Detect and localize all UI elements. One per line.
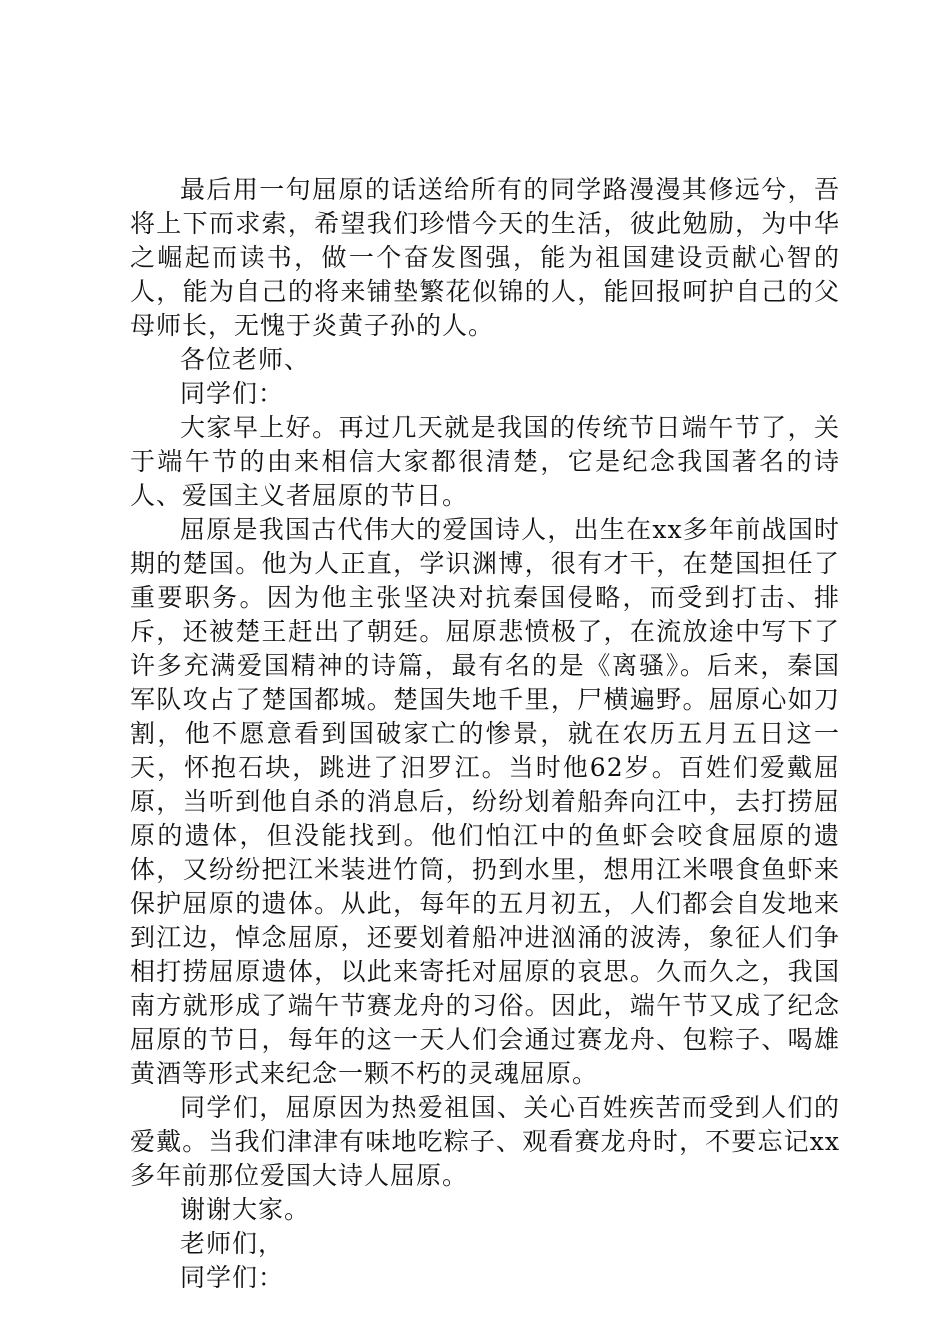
salutation-students-2: 同学们： xyxy=(180,1263,285,1292)
paragraph-greeting: 大家早上好。再过几天就是我国的传统节日端午节了，关于端午节的由来相信大家都很清楚，它是纪念我国著名的诗人、爱国主义者屈原的节日。 xyxy=(130,413,840,510)
salutation-teachers-2: 老师们， xyxy=(180,1229,285,1258)
paragraph-conclusion: 同学们，屈原因为热爱祖国、关心百姓疾苦而受到人们的爱戴。当我们津津有味地吃粽子、观看赛龙舟时，不要忘记xx多年前那位爱国大诗人屈原。 xyxy=(130,1093,840,1190)
salutation-students: 同学们： xyxy=(180,379,285,408)
paragraph-thanks: 谢谢大家。 xyxy=(180,1195,311,1224)
document-body xyxy=(130,173,840,1295)
paragraph-qu-yuan-story: 屈原是我国古代伟大的爱国诗人，出生在xx多年前战国时期的楚国。他为人正直，学识渊博，很有才干，在楚国担任了重要职务。因为他主张坚决对抗秦国侵略，而受到打击、排斥，还被楚王赶出了朝廷。屈原悲愤极了，在流放途中写下了许多充满爱国精神的诗篇，最有名的是《离骚》。后来，秦国军队攻占了楚国都城。楚国失地千里，尸横遍野。屈原心如刀割，他不愿意看到国破家亡的惨景，就在农历五月五日这一天，怀抱石块，跳进了汨罗江。当时他62岁。百姓们爱戴屈原，当听到他自杀的消息后，纷纷划着船奔向江中，去打捞屈原的遗体，但没能找到。他们怕江中的鱼虾会咬食屈原的遗体，又纷纷把江米装进竹筒，扔到水里，想用江米喂食鱼虾来保护屈原的遗体。从此，每年的五月初五，人们都会自发地来到江边，悼念屈原，还要划着船冲进汹涌的波涛，象征人们争相打捞屈原遗体，以此来寄托对屈原的哀思。久而久之，我国南方就形成了端午节赛龙舟的习俗。因此，端午节又成了纪念屈原的节日，每年的这一天人们会通过赛龙舟、包粽子、喝雄黄酒等形式来纪念一颗不朽的灵魂屈原。 xyxy=(130,515,840,1088)
paragraph-closing-quote: 最后用一句屈原的话送给所有的同学路漫漫其修远兮，吾将上下而求索，希望我们珍惜今天的生活，彼此勉励，为中华之崛起而读书，做一个奋发图强，能为祖国建设贡献心智的人，能为自己的将来铺垫繁花似锦的人，能回报呵护自己的父母师长，无愧于炎黄子孙的人。 xyxy=(130,175,840,340)
salutation-teachers: 各位老师、 xyxy=(180,345,311,374)
